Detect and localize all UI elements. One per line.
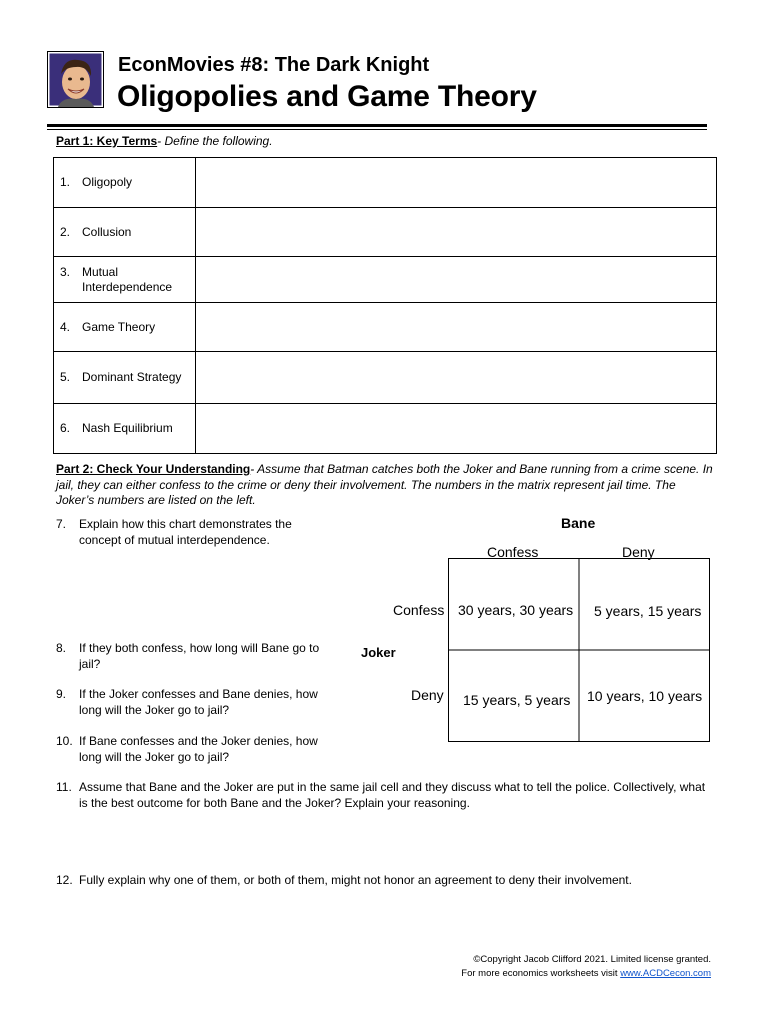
term-row	[54, 208, 717, 257]
question-number: 7.	[56, 517, 67, 531]
term-label: Collusion	[82, 224, 132, 239]
worksheet-title: Oligopolies and Game Theory	[117, 80, 537, 113]
part2-intro	[56, 462, 716, 509]
question-text: If the Joker confesses and Bane denies, how long will the Joker go to jail?	[79, 687, 318, 717]
part1-heading	[56, 134, 273, 148]
term-cell	[54, 158, 196, 208]
question-12	[56, 872, 716, 890]
term-cell	[54, 208, 196, 257]
matrix-column-player: Bane	[561, 515, 596, 531]
term-row	[54, 352, 717, 404]
worksheet-subtitle: EconMovies #8: The Dark Knight	[118, 54, 430, 76]
question-9	[56, 686, 346, 720]
question-7	[56, 516, 316, 550]
term-cell	[54, 257, 196, 303]
part2-heading: Part 2: Check Your Understanding	[56, 462, 251, 476]
payoff-deny-deny: 10 years, 10 years	[587, 688, 703, 704]
definition-field[interactable]	[196, 303, 717, 352]
header-divider	[47, 124, 707, 127]
question-number: 11.	[56, 780, 72, 794]
part1-instruction: - Define the following.	[157, 134, 273, 148]
term-number: 4.	[60, 319, 71, 334]
question-text: Explain how this chart demonstrates the concept of mutual interdependence.	[79, 517, 292, 547]
author-photo	[47, 51, 104, 108]
question-number: 10.	[56, 734, 73, 748]
header-divider-thin	[47, 129, 707, 130]
term-number: 2.	[60, 224, 71, 239]
matrix-row-label: Deny	[411, 687, 444, 703]
term-cell	[54, 352, 196, 404]
payoff-confess-confess: 30 years, 30 years	[458, 602, 574, 618]
definition-field[interactable]	[196, 208, 717, 257]
term-label: Mutual Interdependence	[82, 264, 173, 294]
footer-copyright: ©Copyright Jacob Clifford 2021. Limited license granted.	[473, 954, 711, 965]
question-text: Assume that Bane and the Joker are put in the same jail cell and they discuss what to tell the police. Collectively, what is the best outcome for both Bane and the Joker? Explain your reasoning.	[79, 780, 706, 810]
term-row	[54, 303, 717, 352]
question-text: Fully explain why one of them, or both of them, might not honor an agreement to deny their involvement.	[79, 873, 632, 887]
question-10	[56, 733, 346, 767]
term-label: Game Theory	[82, 319, 156, 334]
term-cell	[54, 303, 196, 352]
part2-scenario: - Assume that Batman catches both the Joker and Bane running from a crime scene. In jail, they can either confess to the crime or deny their involvement. The numbers in the matrix represent jail time. The Joker’s numbers are listed on the left.	[56, 462, 713, 507]
definition-field[interactable]	[196, 158, 717, 208]
question-11	[56, 779, 716, 813]
question-text: If they both confess, how long will Bane go to jail?	[79, 641, 320, 671]
definition-field[interactable]	[196, 352, 717, 404]
matrix-row-label: Confess	[393, 602, 445, 618]
term-number: 3.	[60, 264, 71, 279]
payoff-confess-deny: 5 years, 15 years	[594, 603, 702, 619]
term-number: 5.	[60, 370, 71, 384]
term-row	[54, 404, 717, 454]
question-number: 8.	[56, 641, 67, 655]
matrix-col-label: Deny	[622, 544, 655, 560]
question-8	[56, 640, 346, 674]
term-cell	[54, 404, 196, 454]
term-row	[54, 257, 717, 303]
definition-field[interactable]	[196, 257, 717, 303]
question-number: 9.	[56, 687, 67, 701]
payoff-matrix-grid	[448, 558, 710, 742]
matrix-row-player: Joker	[361, 645, 396, 660]
question-number: 12.	[56, 873, 73, 887]
term-label: Oligopoly	[82, 175, 133, 189]
matrix-col-label: Confess	[487, 544, 539, 560]
question-text: If Bane confesses and the Joker denies, how long will the Joker go to jail?	[79, 734, 318, 764]
definition-field[interactable]	[196, 404, 717, 454]
term-label: Nash Equilibrium	[82, 421, 173, 435]
footer-more-text: For more economics worksheets visit	[461, 968, 621, 979]
footer-more	[461, 968, 711, 979]
part1-heading-label: Part 1: Key Terms	[56, 134, 158, 148]
term-label: Dominant Strategy	[82, 370, 182, 384]
footer-link[interactable]: www.ACDCecon.com	[620, 968, 711, 979]
payoff-deny-confess: 15 years, 5 years	[463, 692, 571, 708]
key-terms-table	[53, 157, 717, 454]
term-number: 1.	[60, 175, 71, 189]
term-number: 6.	[60, 421, 71, 435]
term-row	[54, 158, 717, 208]
